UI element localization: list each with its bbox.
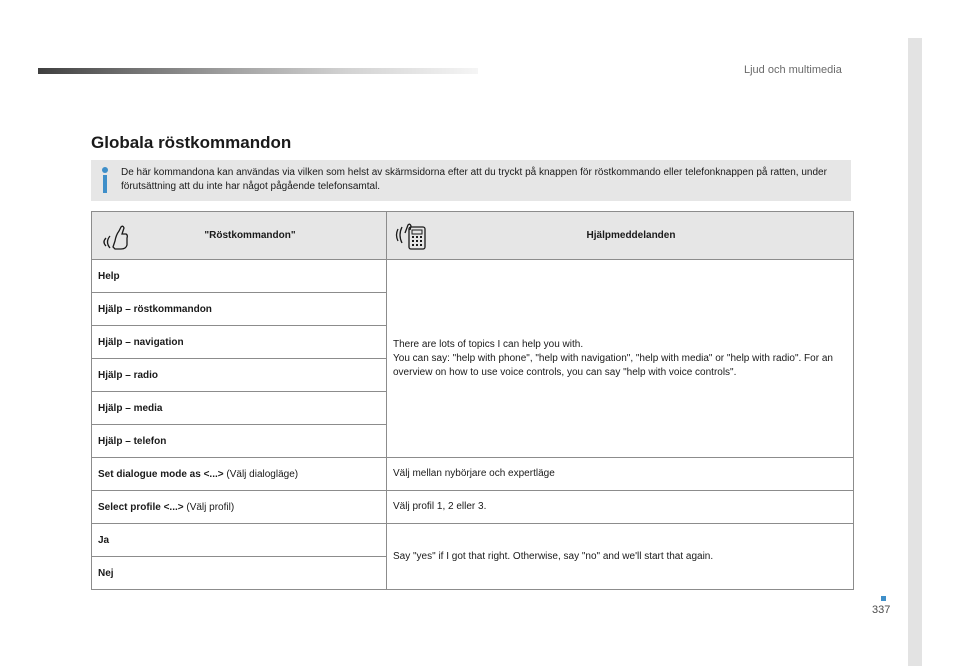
header-commands <box>92 212 387 260</box>
message-cell: Välj mellan nybörjare och expertläge <box>387 458 854 491</box>
table-row <box>92 458 854 491</box>
page-marker <box>881 596 886 601</box>
help-message-cell <box>387 260 854 458</box>
info-icon <box>101 167 109 193</box>
command-cell: Nej <box>92 557 387 590</box>
command-cell: Hjälp – telefon <box>92 425 387 458</box>
table-row <box>92 260 854 293</box>
command-translation: (Välj dialogläge) <box>223 468 299 480</box>
voice-command-table <box>91 211 854 590</box>
page-number: 337 <box>872 604 891 616</box>
voice-keypad-icon <box>395 221 429 251</box>
command-bold: Select profile <...> <box>98 501 184 513</box>
command-cell <box>92 458 387 491</box>
command-cell: Help <box>92 260 387 293</box>
table-row <box>92 524 854 557</box>
message-cell: Välj profil 1, 2 eller 3. <box>387 491 854 524</box>
message-cell: Say "yes" if I got that right. Otherwise, say "no" and we'll start that again. <box>387 524 854 590</box>
section-title: Ljud och multimedia <box>744 64 842 76</box>
info-box <box>91 160 851 201</box>
command-bold: Set dialogue mode as <...> <box>98 468 224 480</box>
command-cell: Hjälp – media <box>92 392 387 425</box>
command-cell: Hjälp – radio <box>92 359 387 392</box>
header-help <box>387 212 854 260</box>
command-cell: Hjälp – navigation <box>92 326 387 359</box>
page-title: Globala röstkommandon <box>91 133 292 152</box>
command-cell <box>92 491 387 524</box>
page-edge-band <box>908 38 922 666</box>
table-header-row <box>92 212 854 260</box>
header-help-label: Hjälpmeddelanden <box>586 230 676 241</box>
header-commands-label: "Röstkommandon" <box>204 230 296 241</box>
info-text: De här kommandona kan användas via vilken som helst av skärmsidorna efter att du tryckt på knappen för röstkommando eller telefonknappen på ratten, under förutsättning att du inte har något pågående telefonsamtal. <box>121 167 827 192</box>
command-cell: Hjälp – röstkommandon <box>92 293 387 326</box>
help-message: There are lots of topics I can help you with. You can say: "help with phone", "help with navigation", "help with media" or "help with radio". For an overview on how to use voice controls, you can say "help with voice controls". <box>393 338 833 378</box>
table-row <box>92 491 854 524</box>
command-translation: (Välj profil) <box>183 501 235 513</box>
command-cell: Ja <box>92 524 387 557</box>
header-rule <box>38 68 478 74</box>
voice-command-icon <box>100 221 134 251</box>
